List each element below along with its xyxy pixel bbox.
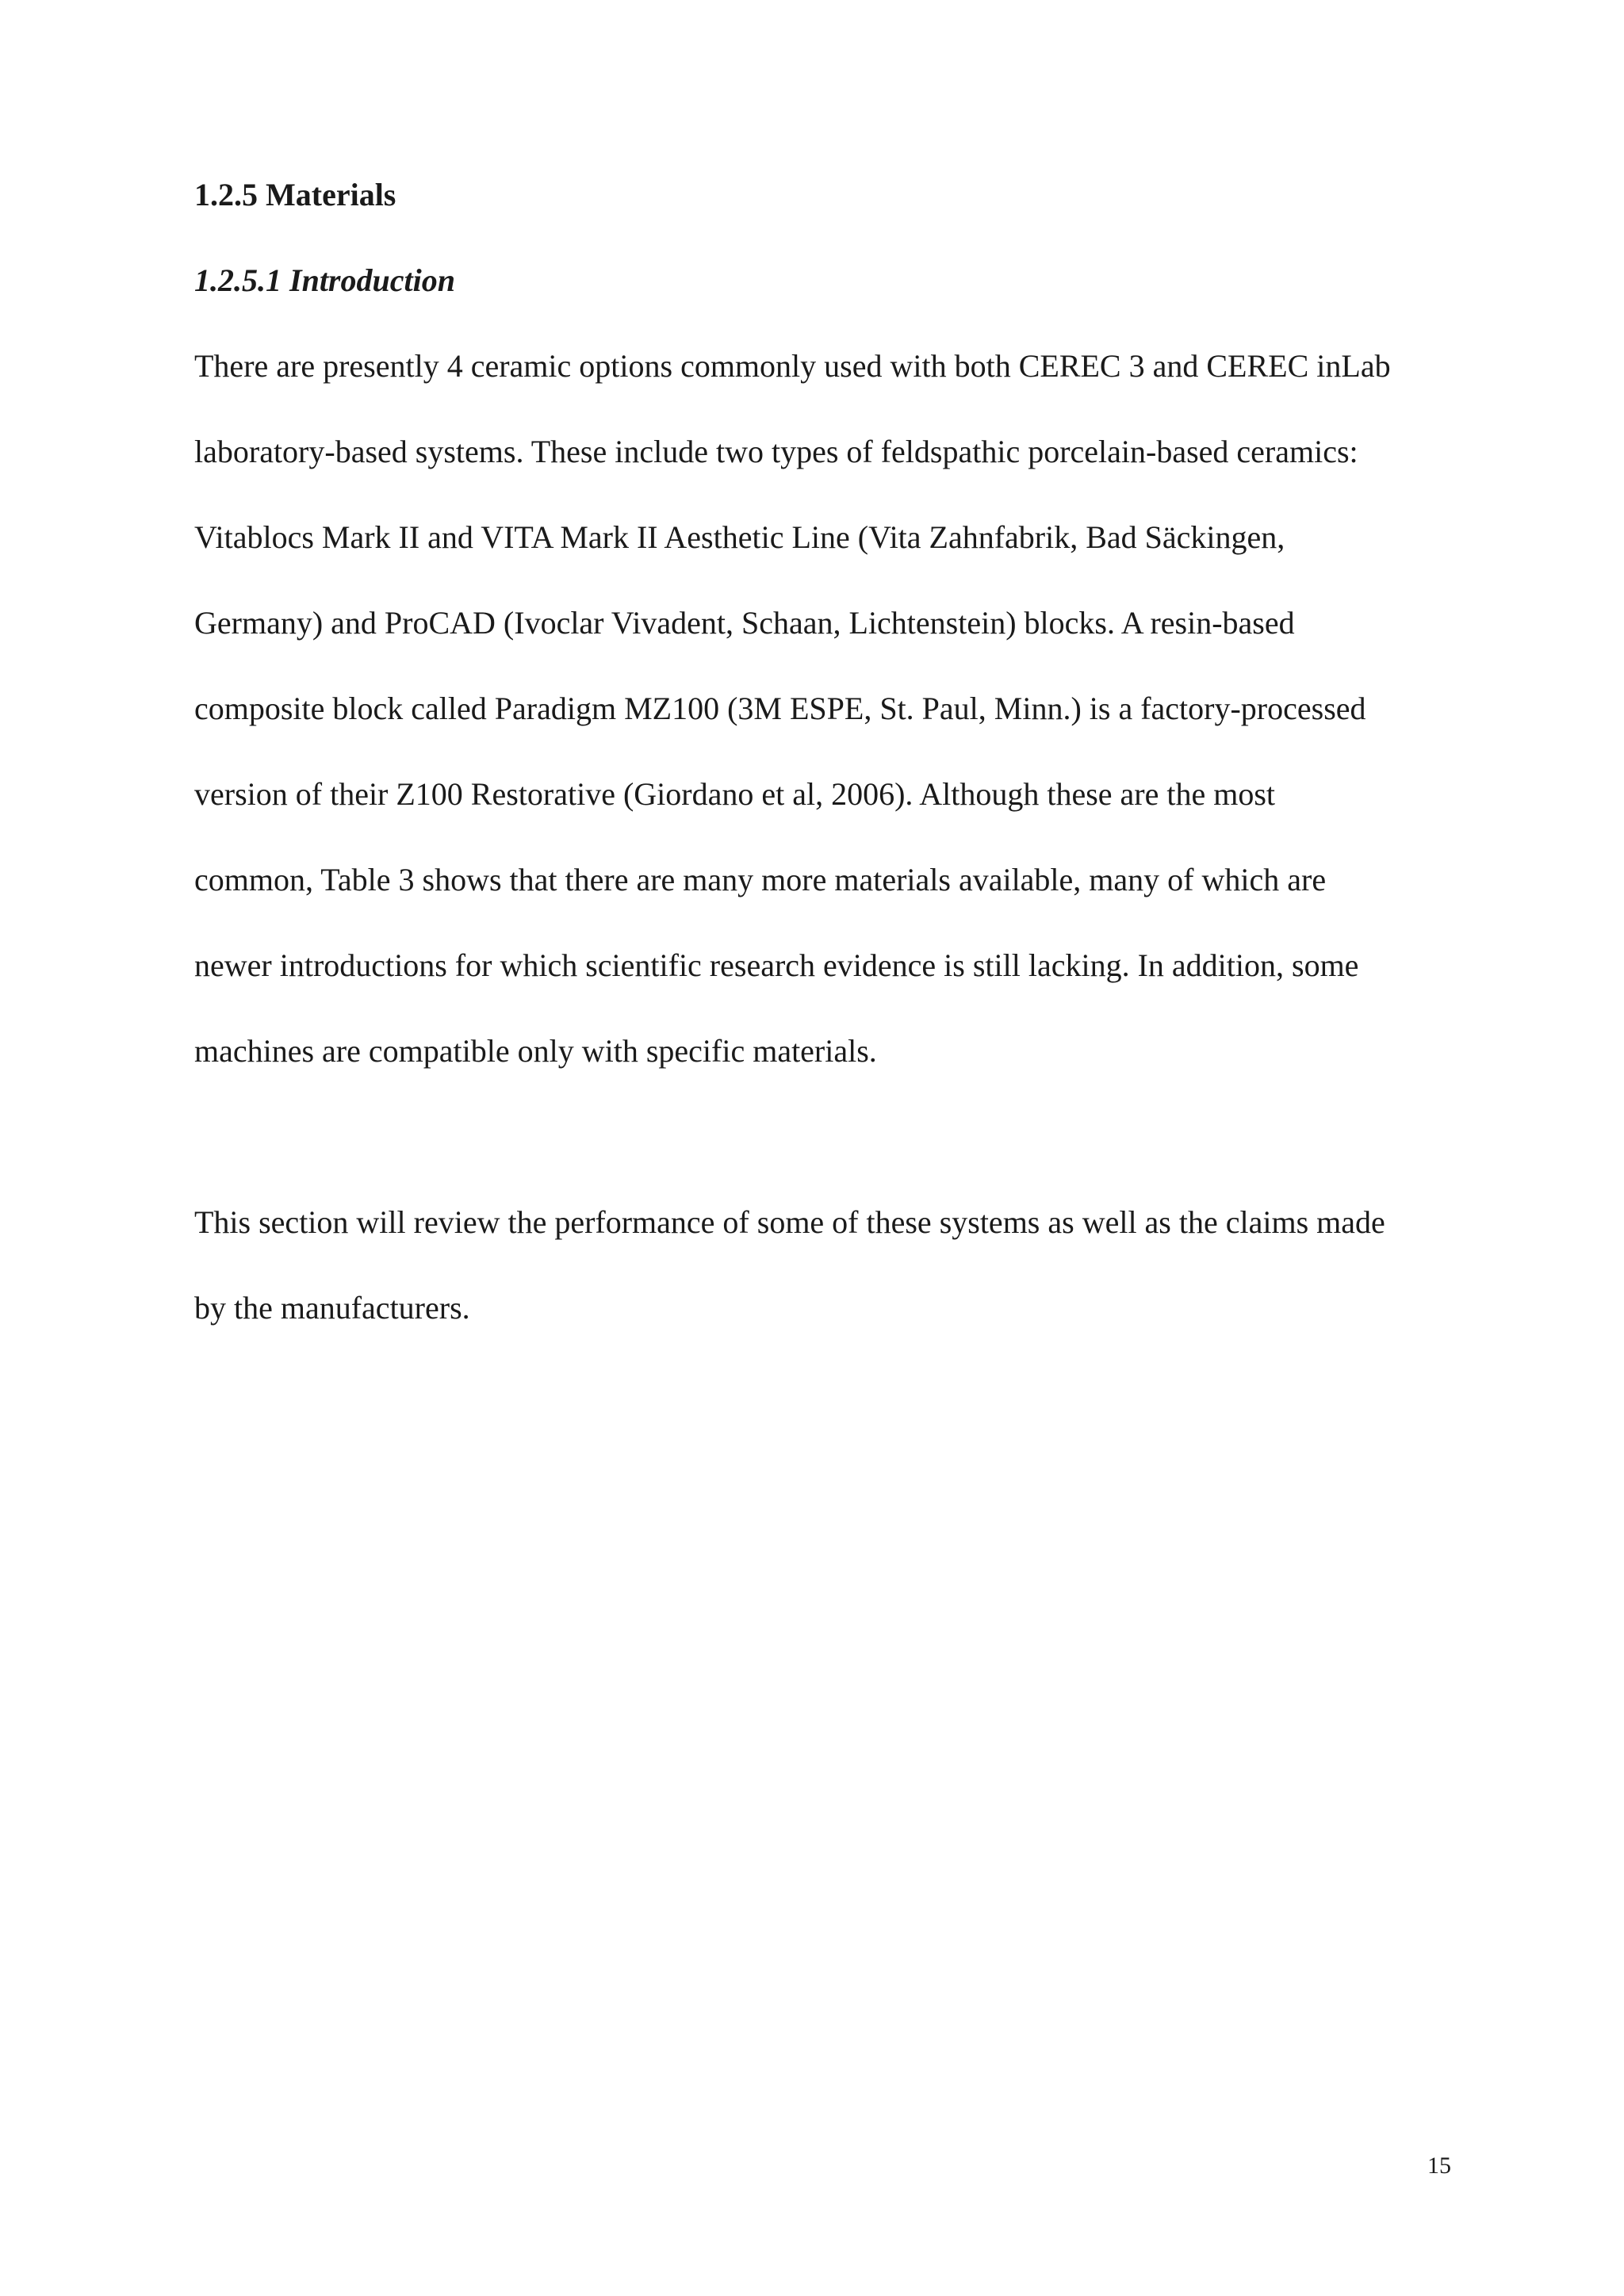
- paragraph-line: by the manufacturers.: [194, 1290, 470, 1326]
- paragraph-line: This section will review the performance of some of these systems as well as the claims made: [194, 1204, 1385, 1240]
- page-number: 15: [1427, 2152, 1451, 2179]
- subsection-heading: 1.2.5.1 Introduction: [194, 262, 455, 298]
- paragraph-introduction: [194, 344, 1463, 1073]
- paragraph-line: newer introductions for which scientific research evidence is still lacking. In addition, some: [194, 947, 1359, 983]
- paragraph-line: laboratory-based systems. These include two types of feldspathic porcelain-based ceramics:: [194, 434, 1358, 469]
- paragraph-line: machines are compatible only with specific materials.: [194, 1033, 877, 1069]
- paragraph-line: Germany) and ProCAD (Ivoclar Vivadent, Schaan, Lichtenstein) blocks. A resin-based: [194, 605, 1295, 641]
- paragraph-line: version of their Z100 Restorative (Giordano et al, 2006). Although these are the most: [194, 776, 1276, 812]
- paragraph-line: composite block called Paradigm MZ100 (3M ESPE, St. Paul, Minn.) is a factory-processed: [194, 691, 1366, 726]
- page-content: [194, 173, 1463, 1330]
- paragraph-review: [194, 1200, 1463, 1330]
- section-heading: 1.2.5 Materials: [194, 177, 396, 212]
- paragraph-line: There are presently 4 ceramic options commonly used with both CEREC 3 and CEREC inLab: [194, 348, 1391, 384]
- paragraph-line: common, Table 3 shows that there are many more materials available, many of which are: [194, 862, 1327, 897]
- paragraph-line: Vitablocs Mark II and VITA Mark II Aesthetic Line (Vita Zahnfabrik, Bad Säckingen,: [194, 519, 1285, 555]
